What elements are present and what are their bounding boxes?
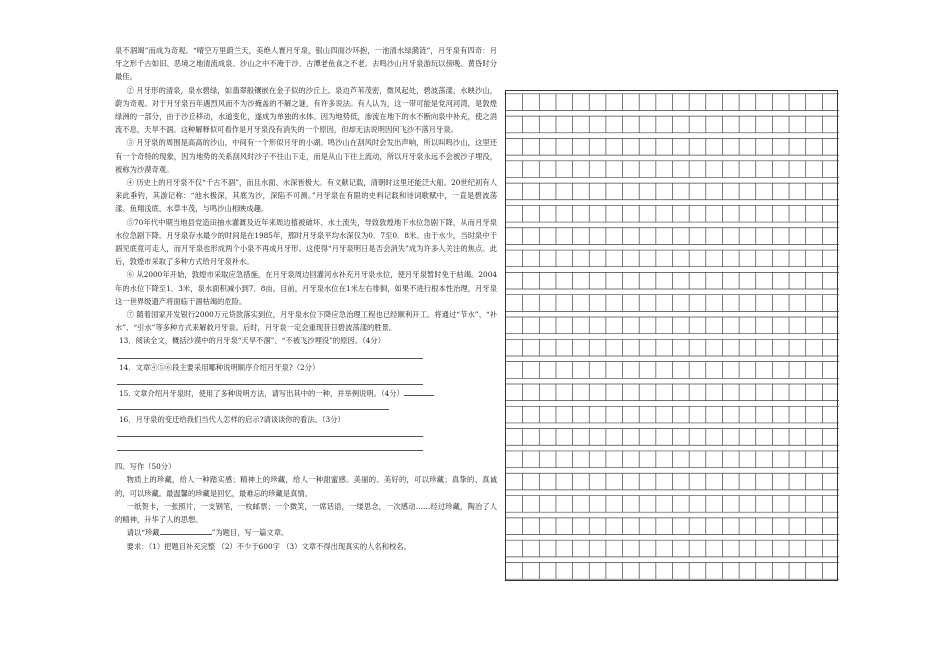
answer-line[interactable]	[117, 436, 423, 437]
question-16: 16．月牙泉的变迁给我们当代人怎样的启示?请谈谈你的看法。（3分）	[119, 415, 345, 425]
question-13: 13．阅读全文，概括沙漠中的月牙泉“天旱不涸”、“不被飞沙埋没”的原因。（4分）	[119, 336, 385, 346]
writing-prompt-post: ”为题目，写一篇文章。	[211, 528, 289, 538]
grid-row	[506, 317, 839, 334]
writing-prompt-pre: 请以“珍藏	[126, 528, 160, 538]
passage-paragraph-7: ⑦ 随着国家开发银行2000万元贷款落实到位，月牙泉水位下降应急治理工程也已经顺利开工。将通过“节水”、“补水”、“引水”等多种方式来解救月牙泉。后时，月牙泉一定会重现昔日碧波荡漾的胜景。	[115, 310, 497, 333]
grid-row	[506, 518, 839, 535]
grid-row	[506, 183, 839, 200]
grid-row	[506, 138, 839, 155]
grid-row	[506, 429, 839, 446]
grid-row	[506, 205, 839, 222]
answer-line[interactable]	[117, 358, 423, 359]
grid-row	[506, 384, 839, 401]
question-15: 15. 文章介绍月牙泉时，使用了多种说明方法，请写出其中的一种，并举例说明。（4分）	[119, 388, 404, 398]
answer-blank-inline[interactable]	[404, 387, 434, 396]
grid-row	[506, 228, 839, 245]
grid-row	[506, 295, 839, 312]
answer-line[interactable]	[117, 384, 423, 385]
writing-heading: 四、写作（50分）	[115, 462, 176, 472]
answer-area-14[interactable]	[115, 374, 497, 387]
passage-paragraph-3: ③ 月牙泉的周围是高高的沙山，中间有一个形似月牙的小湖。鸣沙山在刮风时会发出声响，所以叫鸣沙山，这里还有一个奇特的现象，因为地势的关系刮风时沙子不往山下走，而是从山下往上流动，所以月牙泉永远不会被沙子埋没，被称为沙漠奇观。	[115, 138, 497, 174]
passage-paragraph-6: ⑥ 从2000年开始，敦煌市采取应急措施，在月牙泉周边回灌河水补充月牙泉水位，使月牙泉暂时免于枯竭。2004年的水位下降至1．3米，泉水面积减小到7．8亩，目前，月牙泉水位在1米左右徘徊，如果不进行根本性治理，月牙泉这一世界级遗产将面临干涸枯竭的危险。	[115, 270, 497, 306]
grid-row	[506, 406, 839, 423]
exam-left-column	[115, 44, 497, 553]
passage-paragraph-5: ⑤70年代中期当地县党造田抽水灌溉及近年来周边植被破坏、水土流失，导致敦煌地下水位急剧下降，从而月牙泉水位急剧下降。月牙泉存水最少的时间是在1985年，那时月牙泉平均水深仅为0．7至0．8米。由于水少，当时泉中干涸见底竟可走人，而月牙泉也形成两个小泉不再成月牙形。这使得“月牙泉明日是否会消失”成为许多人关注的焦点。此后，敦煌市采取了多种方式给月牙泉补水。	[115, 217, 498, 267]
answer-line[interactable]	[117, 409, 389, 410]
question-14: 14．文章④⑤⑥段主要采用哪种说明顺序介绍月牙泉?（2分）	[119, 362, 320, 372]
writing-paragraph-1: 物质上的珍藏，给人一种踏实感；精神上的珍藏，给人一种甜蜜感。美丽的、美好的，可以珍藏；真挚的、真诚的，可以珍藏。最温馨的珍藏是回忆，最难忘的珍藏是真情。	[115, 475, 497, 498]
answer-area-16[interactable]	[115, 426, 497, 454]
title-blank[interactable]	[160, 526, 212, 535]
passage-paragraph-2: ② 月牙形的清泉，泉水碧绿，如翡翠般镶嵌在金子似的沙丘上。泉边芦苇茂密，微风起处，碧波荡漾，水映沙山，蔚为奇观。对于月牙泉百年遇烈风而不为沙掩盖的不解之谜，有许多说法。有人认为，这一带可能是党河河湾，是敦煌绿洲的一部分，由于沙丘移动，水道变化，遂成为单独的水体。因为地势低，渗流在地下的水不断向泉中补充，使之涓流不息，天旱不涸。这种解释似可看作是月牙泉没有消失的一个原因，但却无法说明因何飞沙不落月牙泉。	[115, 85, 497, 135]
answer-area-15[interactable]	[115, 400, 497, 413]
grid-row	[506, 161, 839, 178]
question-15-row	[115, 387, 497, 400]
composition-grid-lines	[506, 91, 839, 582]
grid-row	[506, 339, 839, 356]
grid-row	[506, 362, 839, 379]
writing-requirements: 要求：（1）把题目补充完整 （2）不少于600字 （3）文章不得出现真实的人名和校名。	[126, 541, 411, 551]
writing-paragraph-2: 一纸贺卡，一张照片，一支钢笔，一枚邮票；一个微笑，一席话语，一缕思念，一次感动……经过珍藏，陶冶了人的精神，升华了人的思想。	[115, 501, 497, 525]
composition-grid[interactable]	[505, 90, 838, 581]
answer-line[interactable]	[117, 450, 423, 451]
grid-row	[506, 272, 839, 289]
grid-row	[506, 540, 839, 557]
grid-row	[506, 563, 839, 580]
passage-paragraph-4: ④ 历史上的月牙泉不仅“千古不涸”，而且水面、水深皆极大。有文献记载，清朝时这里还能泛大船。20世纪初有人来此垂钓，其游记称：“池水极深，其底为沙，深陷不可测。”月牙泉在有限的史料记载和诗词歌赋中，一直是碧波荡漾、鱼翔浅底、水草丰茂，与鸣沙山相映成趣。	[115, 178, 497, 214]
grid-row	[506, 451, 839, 468]
writing-prompt	[115, 526, 497, 539]
grid-row	[506, 496, 839, 513]
grid-row	[506, 473, 839, 490]
grid-row	[506, 250, 839, 267]
passage-paragraph-0: 泉不涸竭”而成为奇观。“晴空万里蔚兰天，美绝人寰月牙泉，银山四面沙环抱，一池清水绿漪涟”，月牙泉有四奇：月牙之形千古如旧、恶境之地清流成泉、沙山之中不淹于沙、古潭老鱼食之不老。去鸣沙山月牙泉游玩以傍晚、黄昏时分最佳。	[115, 46, 497, 82]
grid-row	[506, 116, 839, 133]
answer-area-13[interactable]	[115, 348, 497, 361]
grid-row	[506, 94, 839, 111]
